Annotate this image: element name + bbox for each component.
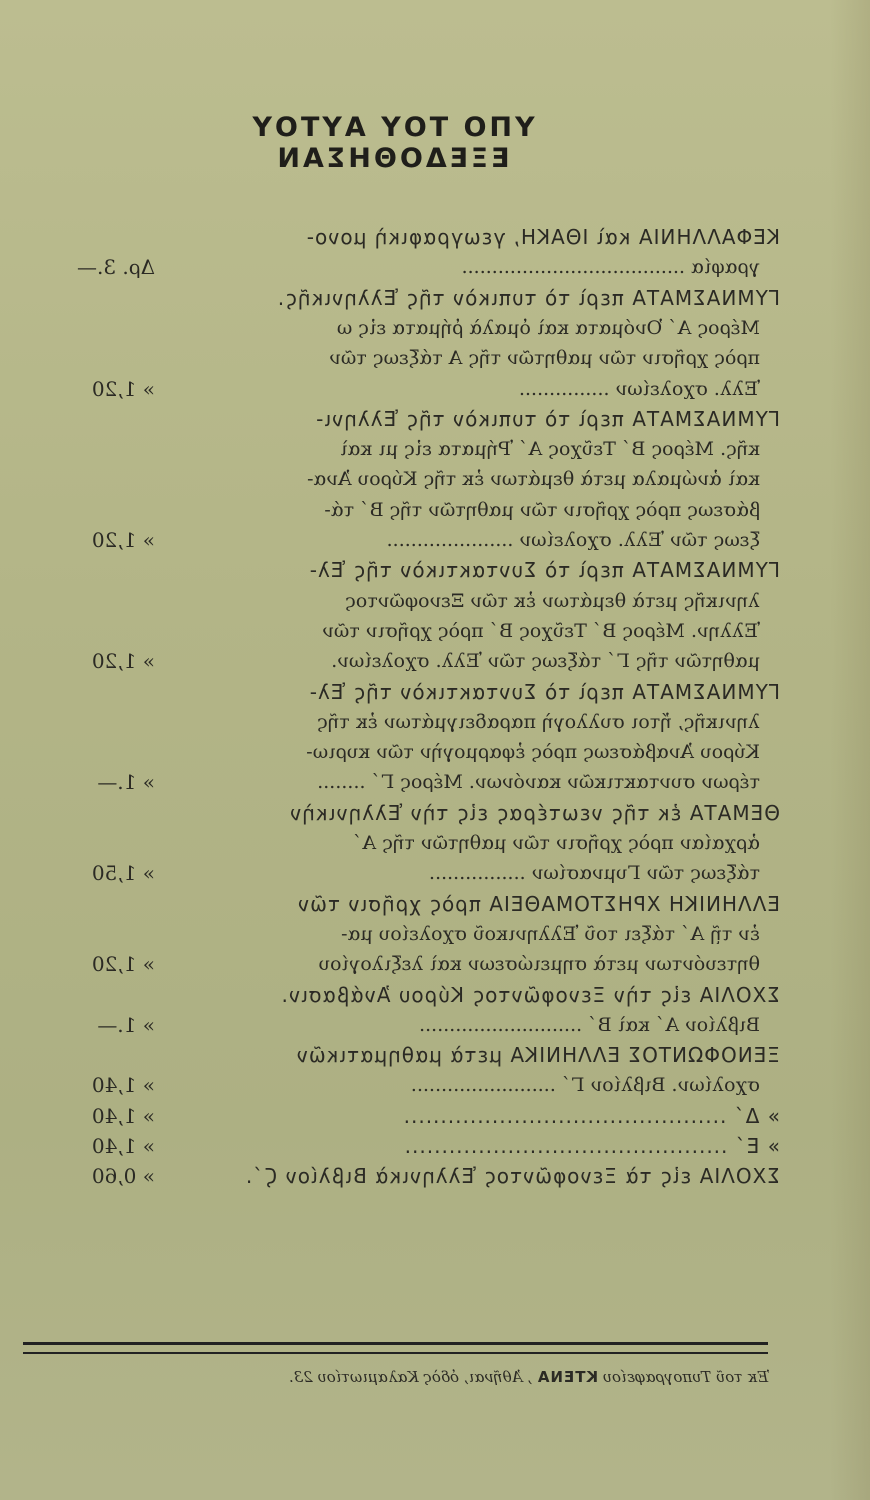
entry-price: » 1.— bbox=[97, 770, 155, 795]
entry-line: γραφία ..................................... bbox=[461, 256, 760, 279]
entry-line: τέρων συντακτικῶν κανόνων. Μέρος Γ΄ ........ bbox=[317, 771, 760, 794]
entry-price: » 1,20 bbox=[91, 376, 155, 401]
entry-line: σχολίων. Βιβλίον Γ΄ ........................ bbox=[410, 1074, 760, 1097]
entry-line: ΓΥΜΝΑΣΜΑΤΑ περὶ τὸ τυπικὸν τῆς Ἑλληνι- bbox=[315, 406, 780, 431]
entry-line: ξεως τῶν Ἑλλ. σχολείων ..................... bbox=[386, 529, 760, 551]
entry-line: θητευόντων μετὰ σημειώσεων καὶ λεξιλογίου bbox=[318, 953, 760, 976]
entry-price: » 1,40 bbox=[91, 1134, 155, 1158]
page-title: ΥΠΟ ΤΟΥ ΑΥΤΟΥ ΕΞΕΔΟΘΗΣΑΝ bbox=[249, 112, 535, 174]
entry-line: ληνικῆς, ἤτοι συλλογὴ παραδειγμάτων ἐκ τῆς bbox=[317, 710, 760, 733]
imprint-post: , Ἀθῆναι, ὁδὸς Καλαμιωτίου 23. bbox=[288, 1368, 533, 1386]
entry-line: Ἑλλην. Μέρος Β΄ Τεῦχος Β΄ πρὸς χρῆσιν τῶν bbox=[322, 619, 760, 642]
entry-price: » 1,40 bbox=[91, 1073, 155, 1098]
entry-line: ἀρχαίαν πρὸς χρῆσιν τῶν μαθητῶν τῆς Α΄ bbox=[352, 832, 760, 854]
entry-line: ἐν τῇ Α΄ τάξει τοῦ Ἑλληνικοῦ σχολείου μα- bbox=[341, 922, 760, 945]
entry-price: » 1,40 bbox=[91, 1103, 155, 1128]
entry-line: ληνικῆς μετὰ θεμάτων ἐκ τῶν Ξενοφῶντος bbox=[345, 589, 760, 612]
footer-rule-thick bbox=[23, 1342, 768, 1345]
entry-price: » 1,50 bbox=[91, 861, 155, 886]
entry-line: ΓΥΜΝΑΣΜΑΤΑ περὶ τὸ Συντακτικὸν τῆς Ἑλ- bbox=[308, 679, 780, 704]
entry-line: ΚΕΦΑΛΛΗΝΙΑ καὶ ΙΘΑΚΗ, γεωγραφικὴ μονο- bbox=[305, 225, 780, 249]
imprint-pre: Ἐκ τοῦ Τυπογραφείου bbox=[602, 1368, 770, 1386]
entry-line: » Δ΄ ............................................ bbox=[402, 1103, 780, 1128]
entry-line: ΓΥΜΝΑΣΜΑΤΑ περὶ τὸ Συντακτικὸν τῆς Ἑλ- bbox=[308, 558, 780, 583]
entry-line: καὶ ἀνώμαλα μετὰ θεμάτων ἐκ τῆς Κύρου Ἀνα- bbox=[307, 468, 760, 491]
entry-line: Κύρου Ἀναβάσεως πρὸς ἐφαρμογὴν τῶν κυριω- bbox=[306, 741, 760, 764]
entry-price: » 0,60 bbox=[91, 1164, 155, 1189]
entry-line: Ἑλλ. σχολείων ............... bbox=[518, 377, 760, 400]
entry-line: ΣΧΟΛΙΑ εἰς τὰ Ξενοφῶντος Ἑλληνικὰ Βιβλίον Ϛ΄. bbox=[244, 1164, 780, 1189]
entry-line: μαθητῶν τῆς Γ΄ τάξεως τῶν Ἑλλ. σχολείων. bbox=[331, 650, 760, 673]
entry-line: ΣΧΟΛΙΑ εἰς τὴν Ξενοφῶντος Κύρου Ἀνάβασιν. bbox=[280, 982, 780, 1007]
footer-rule-thin bbox=[23, 1352, 768, 1354]
printer-imprint bbox=[0, 1368, 770, 1386]
entry-line: πρὸς χρῆσιν τῶν μαθητῶν τῆς Α τάξεως τῶν bbox=[329, 347, 760, 370]
entry-line: Μέρος Α΄ Ὀνόματα καὶ ὁμαλὰ ῥήματα εἰς ω bbox=[336, 316, 760, 339]
entry-line: τάξεως τῶν Γυμνασίων ................ bbox=[428, 862, 760, 885]
entry-price: Δρ. 3.— bbox=[77, 255, 155, 280]
entry-price: » 1,20 bbox=[91, 952, 155, 977]
entry-line: βάσεως πρὸς χρῆσιν τῶν μαθητῶν τῆς Β΄ τά- bbox=[324, 498, 760, 521]
entry-line: Βιβλίον Α΄ καὶ Β΄ ........................... bbox=[419, 1013, 760, 1036]
entry-line: ΕΛΛΗΝΙΚΗ ΧΡΗΣΤΟΜΑΘΕΙΑ πρὸς χρῆσιν τῶν bbox=[297, 891, 780, 916]
entry-line: » Ε΄ ............................................ bbox=[403, 1134, 780, 1158]
entry-price: » 1.— bbox=[97, 1012, 155, 1037]
entry-line: κῆς. Μέρος Β΄ Τεῦχος Α΄ Ῥήματα εἰς μι καὶ bbox=[340, 438, 760, 461]
entry-line: ΓΥΜΝΑΣΜΑΤΑ περὶ τὸ τυπικὸν τῆς Ἑλληνικῆς. bbox=[276, 285, 780, 310]
entry-line: ΘΕΜΑΤΑ ἐκ τῆς νεωτέρας εἰς τὴν Ἑλληνικὴν bbox=[289, 800, 780, 825]
entry-price: » 1,20 bbox=[91, 528, 155, 552]
entry-line: ΞΕΝΟΦΩΝΤΟΣ ΕΛΛΗΝΙΚΑ μετὰ μαθηματικῶν bbox=[295, 1043, 780, 1068]
entry-price: » 1,20 bbox=[91, 649, 155, 674]
printer-name: ΚΤΕΝΑ bbox=[536, 1368, 599, 1386]
